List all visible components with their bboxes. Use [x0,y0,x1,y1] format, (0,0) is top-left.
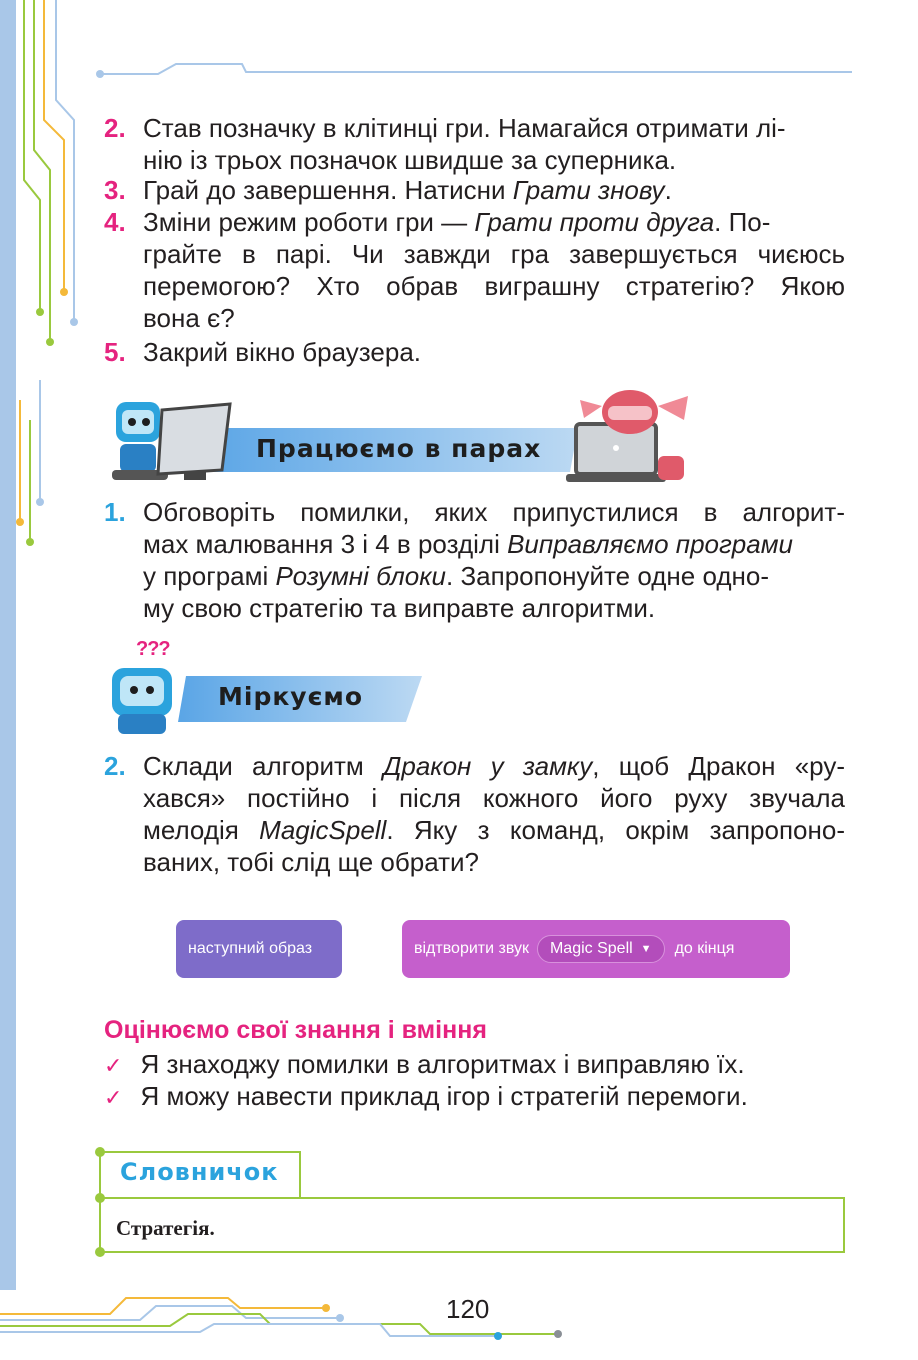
think-banner-title: Міркуємо [218,682,364,711]
task-text [143,750,845,878]
text-span: . [664,175,672,205]
check-icon: ✓ [104,1053,123,1078]
task-line [143,814,845,846]
circuit-decoration-bottom [0,1284,600,1348]
next-costume-block[interactable] [176,920,342,978]
check-icon: ✓ [104,1085,123,1110]
next-costume-label: наступний образ [188,940,313,957]
text-span: Зміни режим роботи гри — [143,207,475,237]
think-banner [100,638,430,738]
task-number: 1. [104,497,126,527]
text-span: . Запропонуйте одне одно- [446,561,769,591]
task-line [143,560,845,592]
text-span: , щоб Дракон «ру- [592,751,845,781]
task-line: перемогою? Хто обрав виграшну стратегію? Якою [143,271,845,301]
italic-span: MagicSpell [259,815,387,845]
italic-span: Виправляємо програми [507,529,794,559]
text-span: мелодія [143,815,260,845]
italic-span: Грати знову [512,175,665,205]
italic-span: Дракон у замку [383,751,593,781]
header-line [96,60,856,84]
text-span: Грай до завершення. Натисни [143,175,513,205]
chevron-down-icon: ▼ [640,943,652,955]
italic-span: Розумні блоки [275,561,447,591]
assessment-title: Оцінюємо свої знання і вміння [104,1016,487,1044]
play-sound-block[interactable] [402,920,790,978]
text-span: у програмі [143,561,276,591]
task-line: Став позначку в клітинці гри. Намагайся отримати лі- [143,113,786,143]
sound-dropdown[interactable] [537,935,665,963]
task-line [143,528,845,560]
glossary-title: Словничок [120,1158,279,1186]
task-line: Обговоріть помилки, яких припустилися в алгорит- [143,497,845,527]
task-number: 2. [104,751,126,781]
task-line [143,206,845,238]
play-sound-label: відтворити звук [414,940,529,957]
sound-name: Magic Spell [549,940,633,957]
task-line: хався» постійно і після кожного його руху звучала [143,783,845,813]
assessment-item-text: Я знаходжу помилки в алгоритмах і виправляю їх. [140,1049,745,1079]
task-number: 4. [104,207,126,237]
task-line [143,750,845,782]
assessment-item [104,1080,748,1114]
assessment-item [104,1048,745,1082]
until-done-label: до кінця [674,940,735,957]
task-number: 5. [104,337,126,367]
task-line: му свою стратегію та виправте алгоритми. [143,593,656,623]
task-line: ваних, тобі слід ще обрати? [143,847,479,877]
pairs-banner-title: Працюємо в парах [256,434,542,463]
task-text [143,206,845,334]
sidebar-strip [0,0,16,1290]
task-text [143,174,845,206]
question-marks-icon: ??? [136,638,170,660]
page-number: 120 [446,1294,490,1324]
task-text: Закрий вікно браузера. [143,337,422,367]
task-number: 2. [104,113,126,143]
text-span: . По- [714,207,771,237]
italic-span: Грати проти друга [474,207,715,237]
task-number: 3. [104,175,126,205]
assessment-item-text: Я можу навести приклад ігор і стратегій перемоги. [140,1081,748,1111]
task-line: грайте в парі. Чи завжди гра завершується чиєюсь [143,239,845,269]
pairs-banner [100,384,700,488]
glossary-term: Стратегія. [116,1216,215,1240]
text-span: мах малювання 3 і 4 в розділі [143,529,508,559]
task-line: нію із трьох позначок швидше за суперника. [143,145,677,175]
text-span: Склади алгоритм [143,751,384,781]
task-line: вона є? [143,303,235,333]
text-span: . Яку з команд, окрім запропоно- [386,815,845,845]
circuit-decoration-left [16,0,96,560]
task-text [143,112,845,176]
task-text [143,496,845,624]
